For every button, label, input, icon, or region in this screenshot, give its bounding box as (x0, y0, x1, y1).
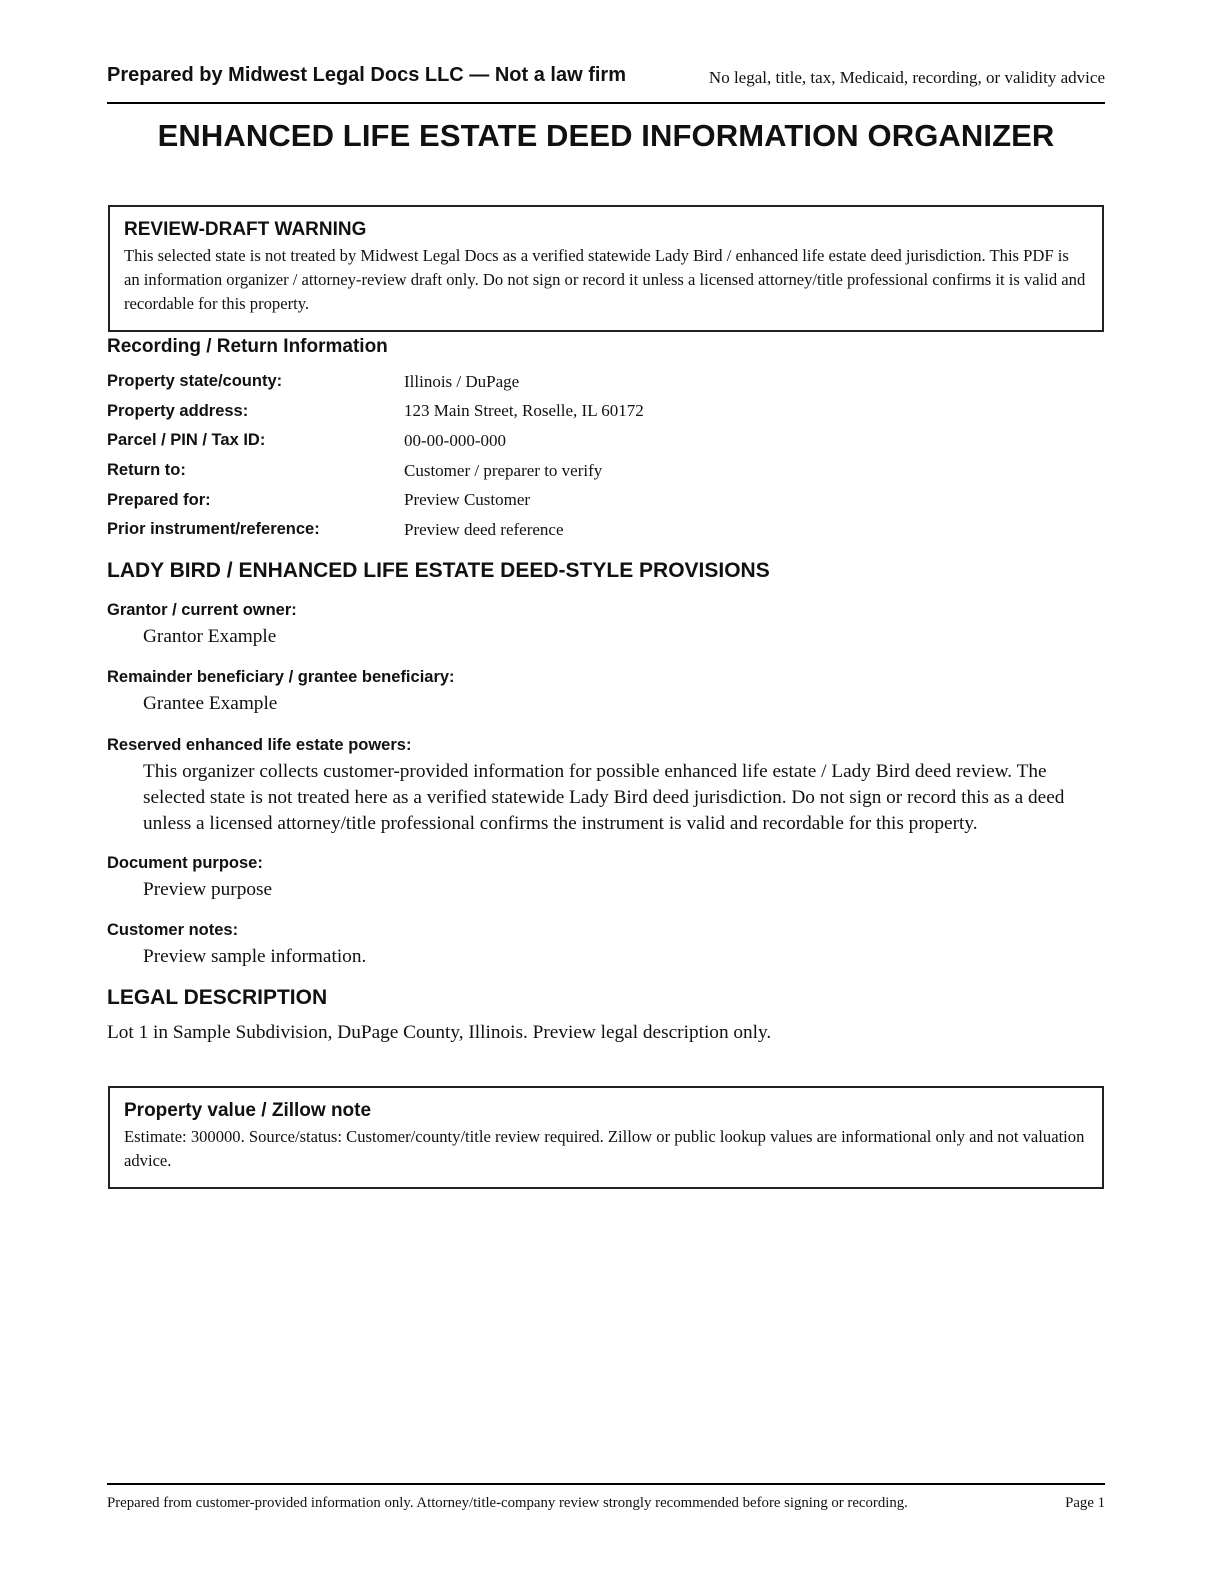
recording-label: Prior instrument/reference: (107, 520, 320, 539)
beneficiary-label: Remainder beneficiary / grantee beneficiary: (107, 668, 455, 686)
recording-value: Customer / preparer to verify (404, 460, 603, 480)
reserved-powers-value: This organizer collects customer-provided information for possible enhanced life estate / Lady Bird deed review. The selected state is not treated here as a verified statewide Lady Bird deed jurisdiction. Do not sign or record this as a deed unless a licensed attorney/title professional confirms the instrument is valid and recordable for this property. (143, 761, 1065, 834)
recording-label: Return to: (107, 461, 186, 480)
header-disclaimer: No legal, title, tax, Medicaid, recording, or validity advice (708, 68, 1105, 87)
beneficiary-value: Grantee Example (143, 693, 278, 714)
recording-section-heading: Recording / Return Information (107, 336, 388, 357)
recording-value: Preview deed reference (404, 519, 564, 539)
grantor-value: Grantor Example (143, 626, 277, 647)
recording-row-prepared-for (107, 485, 807, 515)
document-purpose-value: Preview purpose (143, 879, 273, 900)
customer-notes-value: Preview sample information. (143, 946, 367, 967)
legal-description-text: Lot 1 in Sample Subdivision, DuPage County, Illinois. Preview legal description only. (107, 1022, 772, 1043)
warning-text: This selected state is not treated by Midwest Legal Docs as a verified statewide Lady Bird / enhanced life estate deed jurisdiction. This PDF is an information organizer / attorney-review draft only. Do not sign or record it unless a licensed attorney/title professional confirms it is valid and recordable for this property. (124, 246, 1086, 313)
provisions-heading: LADY BIRD / ENHANCED LIFE ESTATE DEED-STYLE PROVISIONS (107, 559, 770, 582)
recording-label: Property address: (107, 401, 249, 420)
recording-info-table (107, 367, 807, 545)
recording-value: Illinois / DuPage (404, 371, 520, 391)
beneficiary-field (107, 668, 1107, 717)
property-value-note-box (108, 1086, 1104, 1189)
recording-label: Property state/county: (107, 372, 283, 391)
footer-note: Prepared from customer-provided information only. Attorney/title-company review strongly recommended before signing or recording. (107, 1495, 908, 1511)
legal-description-heading: LEGAL DESCRIPTION (107, 986, 328, 1009)
customer-notes-field (107, 921, 1107, 970)
reserved-powers-label: Reserved enhanced life estate powers: (107, 736, 412, 754)
recording-value: 00-00-000-000 (404, 430, 506, 450)
preparer-brand: Prepared by Midwest Legal Docs LLC — Not a law firm (107, 64, 626, 86)
grantor-field (107, 601, 1107, 650)
document-title: ENHANCED LIFE ESTATE DEED INFORMATION ORGANIZER (157, 118, 1055, 153)
recording-label: Parcel / PIN / Tax ID: (107, 431, 266, 450)
recording-row-return-to (107, 456, 807, 486)
recording-row-state-county (107, 367, 807, 397)
document-purpose-field (107, 854, 1107, 903)
recording-row-prior-instrument (107, 515, 807, 545)
value-note-heading: Property value / Zillow note (124, 1100, 372, 1121)
warning-heading: REVIEW-DRAFT WARNING (124, 219, 367, 240)
grantor-label: Grantor / current owner: (107, 601, 297, 619)
recording-row-parcel (107, 426, 807, 456)
recording-value: Preview Customer (404, 490, 531, 510)
page-footer (107, 1483, 1105, 1511)
customer-notes-label: Customer notes: (107, 921, 239, 939)
recording-row-address (107, 397, 807, 427)
page-header (107, 62, 1105, 104)
value-note-text: Estimate: 300000. Source/status: Customer/county/title review required. Zillow or public lookup values are informational only and not valuation advice. (124, 1127, 1085, 1170)
page-number: Page 1 (1065, 1495, 1105, 1511)
review-draft-warning-box (108, 205, 1104, 332)
document-purpose-label: Document purpose: (107, 854, 263, 872)
recording-value: 123 Main Street, Roselle, IL 60172 (404, 401, 644, 421)
recording-label: Prepared for: (107, 490, 211, 509)
reserved-powers-field (107, 736, 1107, 837)
